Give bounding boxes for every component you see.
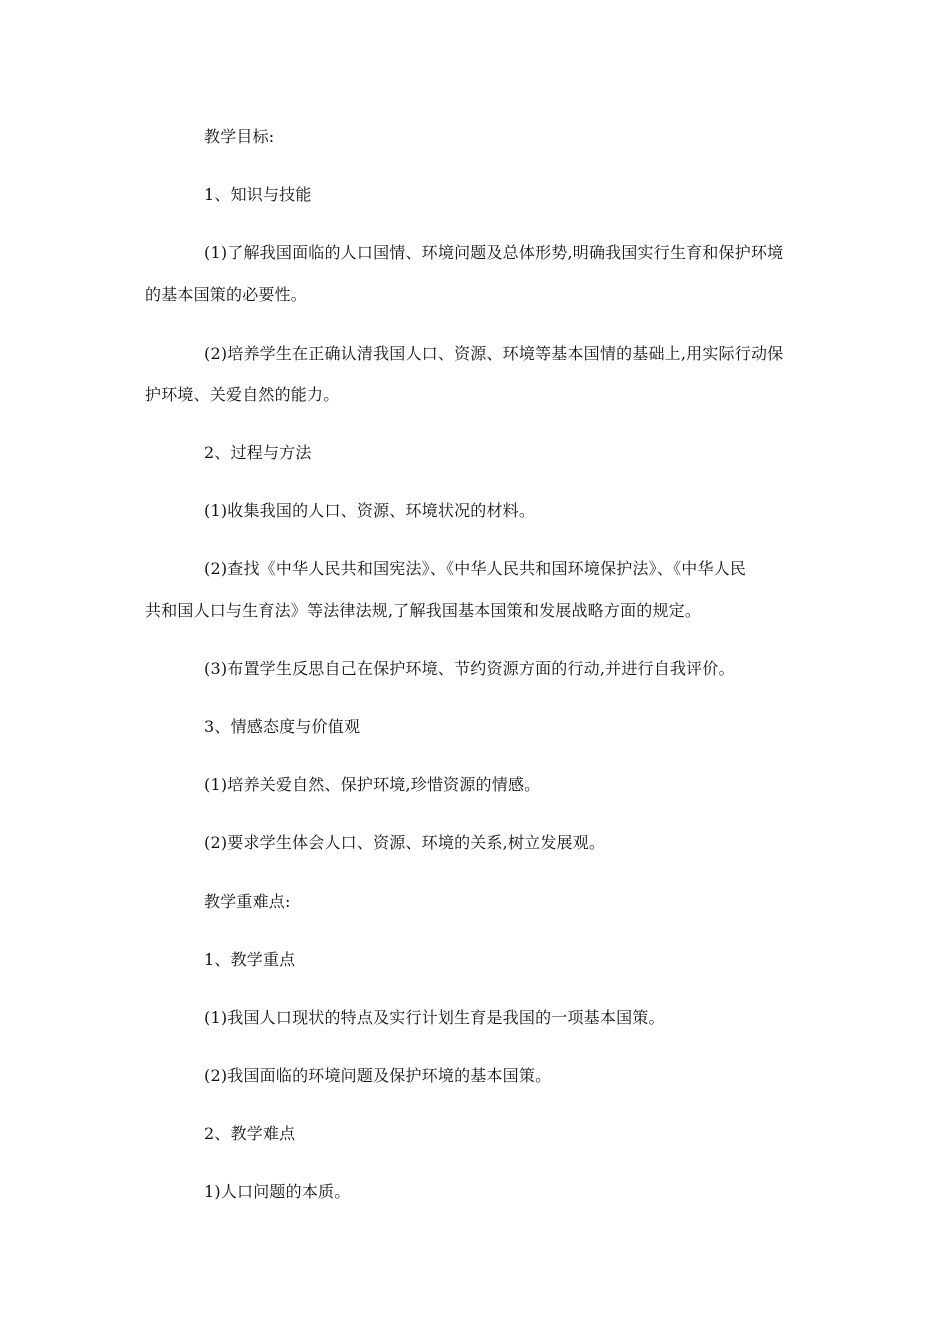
paragraph-line: 1)人口问题的本质。: [204, 1182, 351, 1201]
heading-key-difficult-points: 教学重难点:: [204, 892, 291, 911]
paragraph-line: (3)布置学生反思自己在保护环境、节约资源方面的行动,并进行自我评价。: [204, 659, 735, 678]
paragraph-line: (2)查找《中华人民共和国宪法》、《中华人民共和国环境保护法》、《中华人民: [204, 559, 747, 578]
paragraph-line: (1)我国人口现状的特点及实行计划生育是我国的一项基本国策。: [204, 1008, 665, 1027]
subheading-process-methods: 2、过程与方法: [204, 443, 312, 462]
heading-teaching-goals: 教学目标:: [204, 127, 275, 146]
paragraph-line: 护环境、关爱自然的能力。: [145, 385, 340, 404]
paragraph-line: (2)我国面临的环境问题及保护环境的基本国策。: [204, 1066, 552, 1085]
subheading-difficult-points: 2、教学难点: [204, 1124, 296, 1143]
paragraph-line: (1)了解我国面临的人口国情、环境问题及总体形势,明确我国实行生育和保护环境: [204, 243, 784, 262]
paragraph-line: (2)培养学生在正确认清我国人口、资源、环境等基本国情的基础上,用实际行动保: [204, 344, 784, 363]
subheading-key-points: 1、教学重点: [204, 950, 296, 969]
subheading-knowledge-skills: 1、知识与技能: [204, 185, 312, 204]
paragraph-line: 的基本国策的必要性。: [145, 285, 308, 304]
paragraph-line: (1)收集我国的人口、资源、环境状况的材料。: [204, 501, 536, 520]
paragraph-line: (2)要求学生体会人口、资源、环境的关系,树立发展观。: [204, 833, 606, 852]
paragraph-line: (1)培养关爱自然、保护环境,珍惜资源的情感。: [204, 775, 541, 794]
subheading-attitudes-values: 3、情感态度与价值观: [204, 717, 361, 736]
paragraph-line: 共和国人口与生育法》等法律法规,了解我国基本国策和发展战略方面的规定。: [145, 601, 702, 620]
